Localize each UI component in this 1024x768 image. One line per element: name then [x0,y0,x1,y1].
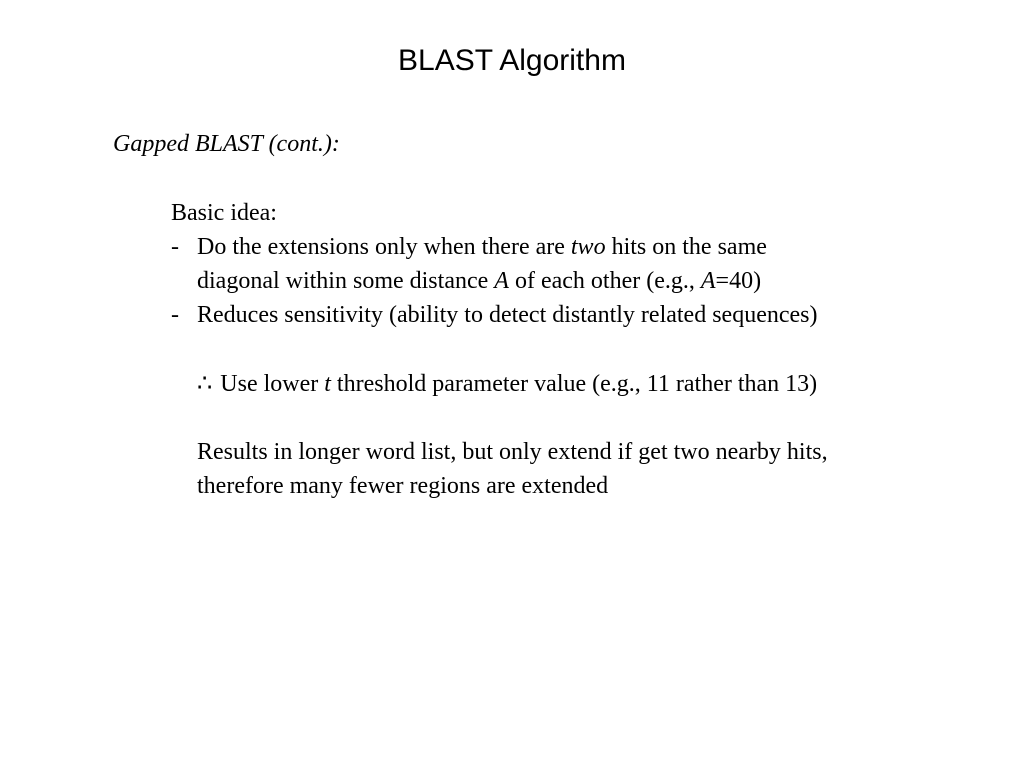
bullet-extensions-text [197,230,767,298]
bullet-sensitivity-line: Reduces sensitivity (ability to detect distantly related sequences) [197,302,818,328]
results-line-1: Results in longer word list, but only extend if get two nearby hits, [197,439,828,465]
bullet-marker: - [171,302,179,328]
text-segment: of each other (e.g., [508,268,701,294]
text-segment: hits on the same [605,234,767,260]
emphasis-t: t [324,371,331,397]
text-segment: diagonal within some distance [197,268,495,294]
emphasis-a: A [494,268,509,294]
text-segment: =40) [715,268,762,294]
therefore-statement [197,367,817,401]
bullet-extensions-line-2 [197,264,767,298]
bullet-sensitivity-text [197,298,817,332]
subheading: Gapped BLAST (cont.): [113,131,340,157]
text-segment: Use lower [220,371,325,397]
emphasis-two: two [570,234,606,260]
results-line-2: therefore many fewer regions are extended [197,473,609,499]
bullet-extensions-line-1 [197,230,767,264]
slide-title: BLAST Algorithm [398,44,626,77]
results-paragraph [197,435,828,503]
bullet-marker: - [171,234,179,260]
text-segment: threshold parameter value (e.g., 11 rather than 13) [330,371,818,397]
emphasis-a-example: A [700,268,716,294]
therefore-symbol-icon: ∴ [197,371,213,397]
text-segment: Do the extensions only when there are [197,234,571,260]
basic-idea-label: Basic idea: [171,200,277,226]
